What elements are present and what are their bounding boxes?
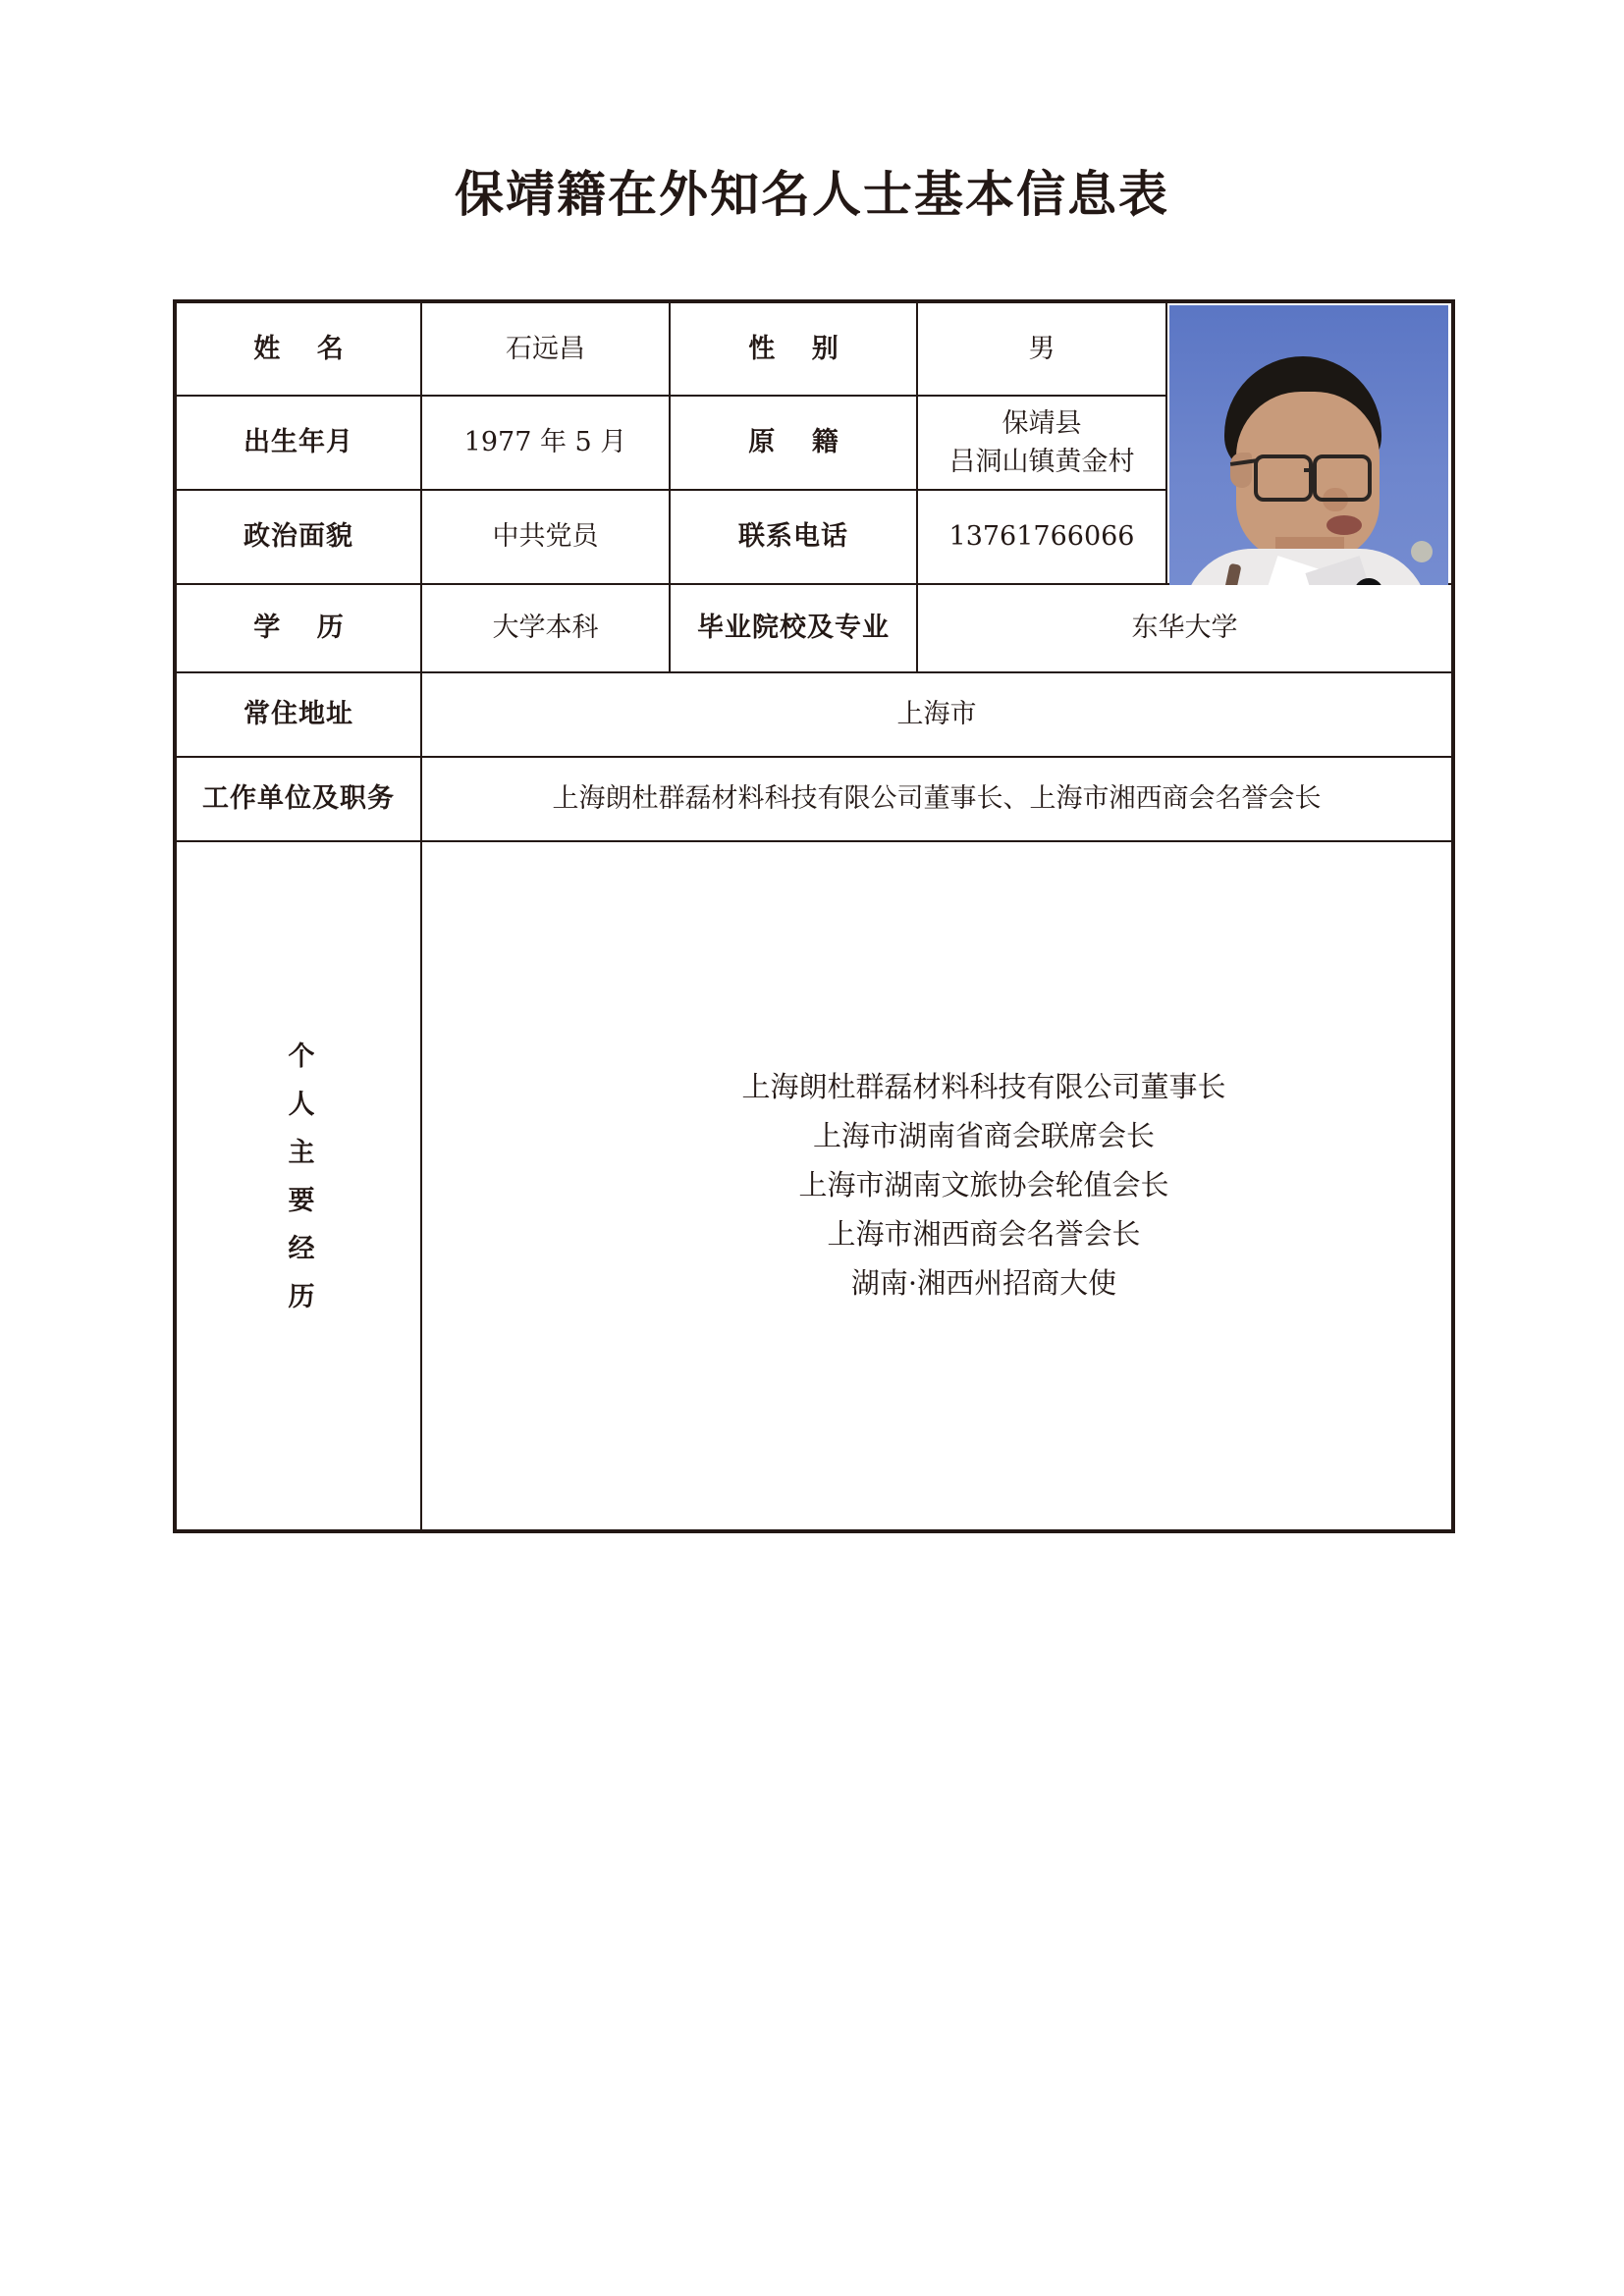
value-phone: 13761766066 (917, 490, 1166, 584)
experience-list (422, 1063, 1451, 1308)
label-name: 姓 名 (175, 301, 421, 396)
table-row-work (175, 757, 1453, 841)
portrait-photo (1169, 305, 1448, 585)
list-item: 上海朗杜群磊材料科技有限公司董事长 (741, 1070, 1226, 1104)
photo-glasses-right (1313, 454, 1372, 502)
value-work-unit: 上海朗杜群磊材料科技有限公司董事长、上海市湘西商会名誉会长 (421, 757, 1453, 841)
value-origin-line1: 保靖县 (1001, 407, 1082, 439)
value-name: 石远昌 (421, 301, 670, 396)
photo-glasses-left (1254, 454, 1313, 502)
value-residence: 上海市 (421, 672, 1453, 757)
label-phone: 联系电话 (670, 490, 917, 584)
list-item: 湖南·湘西州招商大使 (850, 1265, 1117, 1300)
value-education: 大学本科 (421, 584, 670, 672)
value-gender: 男 (917, 301, 1166, 396)
person-info-table (173, 299, 1455, 1533)
label-work-unit: 工作单位及职务 (175, 757, 421, 841)
value-origin (917, 396, 1166, 490)
portrait-photo-cell (1166, 301, 1453, 584)
list-item: 上海市湖南文旅协会轮值会长 (798, 1168, 1169, 1202)
label-residence: 常住地址 (175, 672, 421, 757)
portrait-image (1169, 305, 1448, 585)
value-political-status: 中共党员 (421, 490, 670, 584)
table-row-experience (175, 841, 1453, 1531)
value-school: 东华大学 (917, 584, 1453, 672)
label-experience-cell (175, 841, 421, 1531)
list-item: 上海市湖南省商会联席会长 (812, 1119, 1155, 1153)
label-experience: 个人主要经历 (283, 1041, 314, 1330)
label-school: 毕业院校及专业 (670, 584, 917, 672)
photo-ear (1230, 453, 1252, 488)
photo-glasses-bridge (1304, 468, 1314, 472)
photo-mouth (1326, 515, 1362, 535)
label-political-status: 政治面貌 (175, 490, 421, 584)
photo-bokeh-light (1411, 541, 1433, 562)
table-row-education (175, 584, 1453, 672)
table-row-residence (175, 672, 1453, 757)
value-experience-cell (421, 841, 1453, 1531)
label-gender: 性 别 (670, 301, 917, 396)
value-origin-line2: 吕洞山镇黄金村 (948, 447, 1135, 477)
label-birth-date: 出生年月 (175, 396, 421, 490)
page-title: 保靖籍在外知名人士基本信息表 (455, 165, 1169, 223)
value-birth-date: 1977 年 5 月 (421, 396, 670, 490)
list-item: 上海市湘西商会名誉会长 (827, 1216, 1141, 1251)
label-education: 学 历 (175, 584, 421, 672)
table-row-name (175, 301, 1453, 396)
label-origin: 原 籍 (670, 396, 917, 490)
